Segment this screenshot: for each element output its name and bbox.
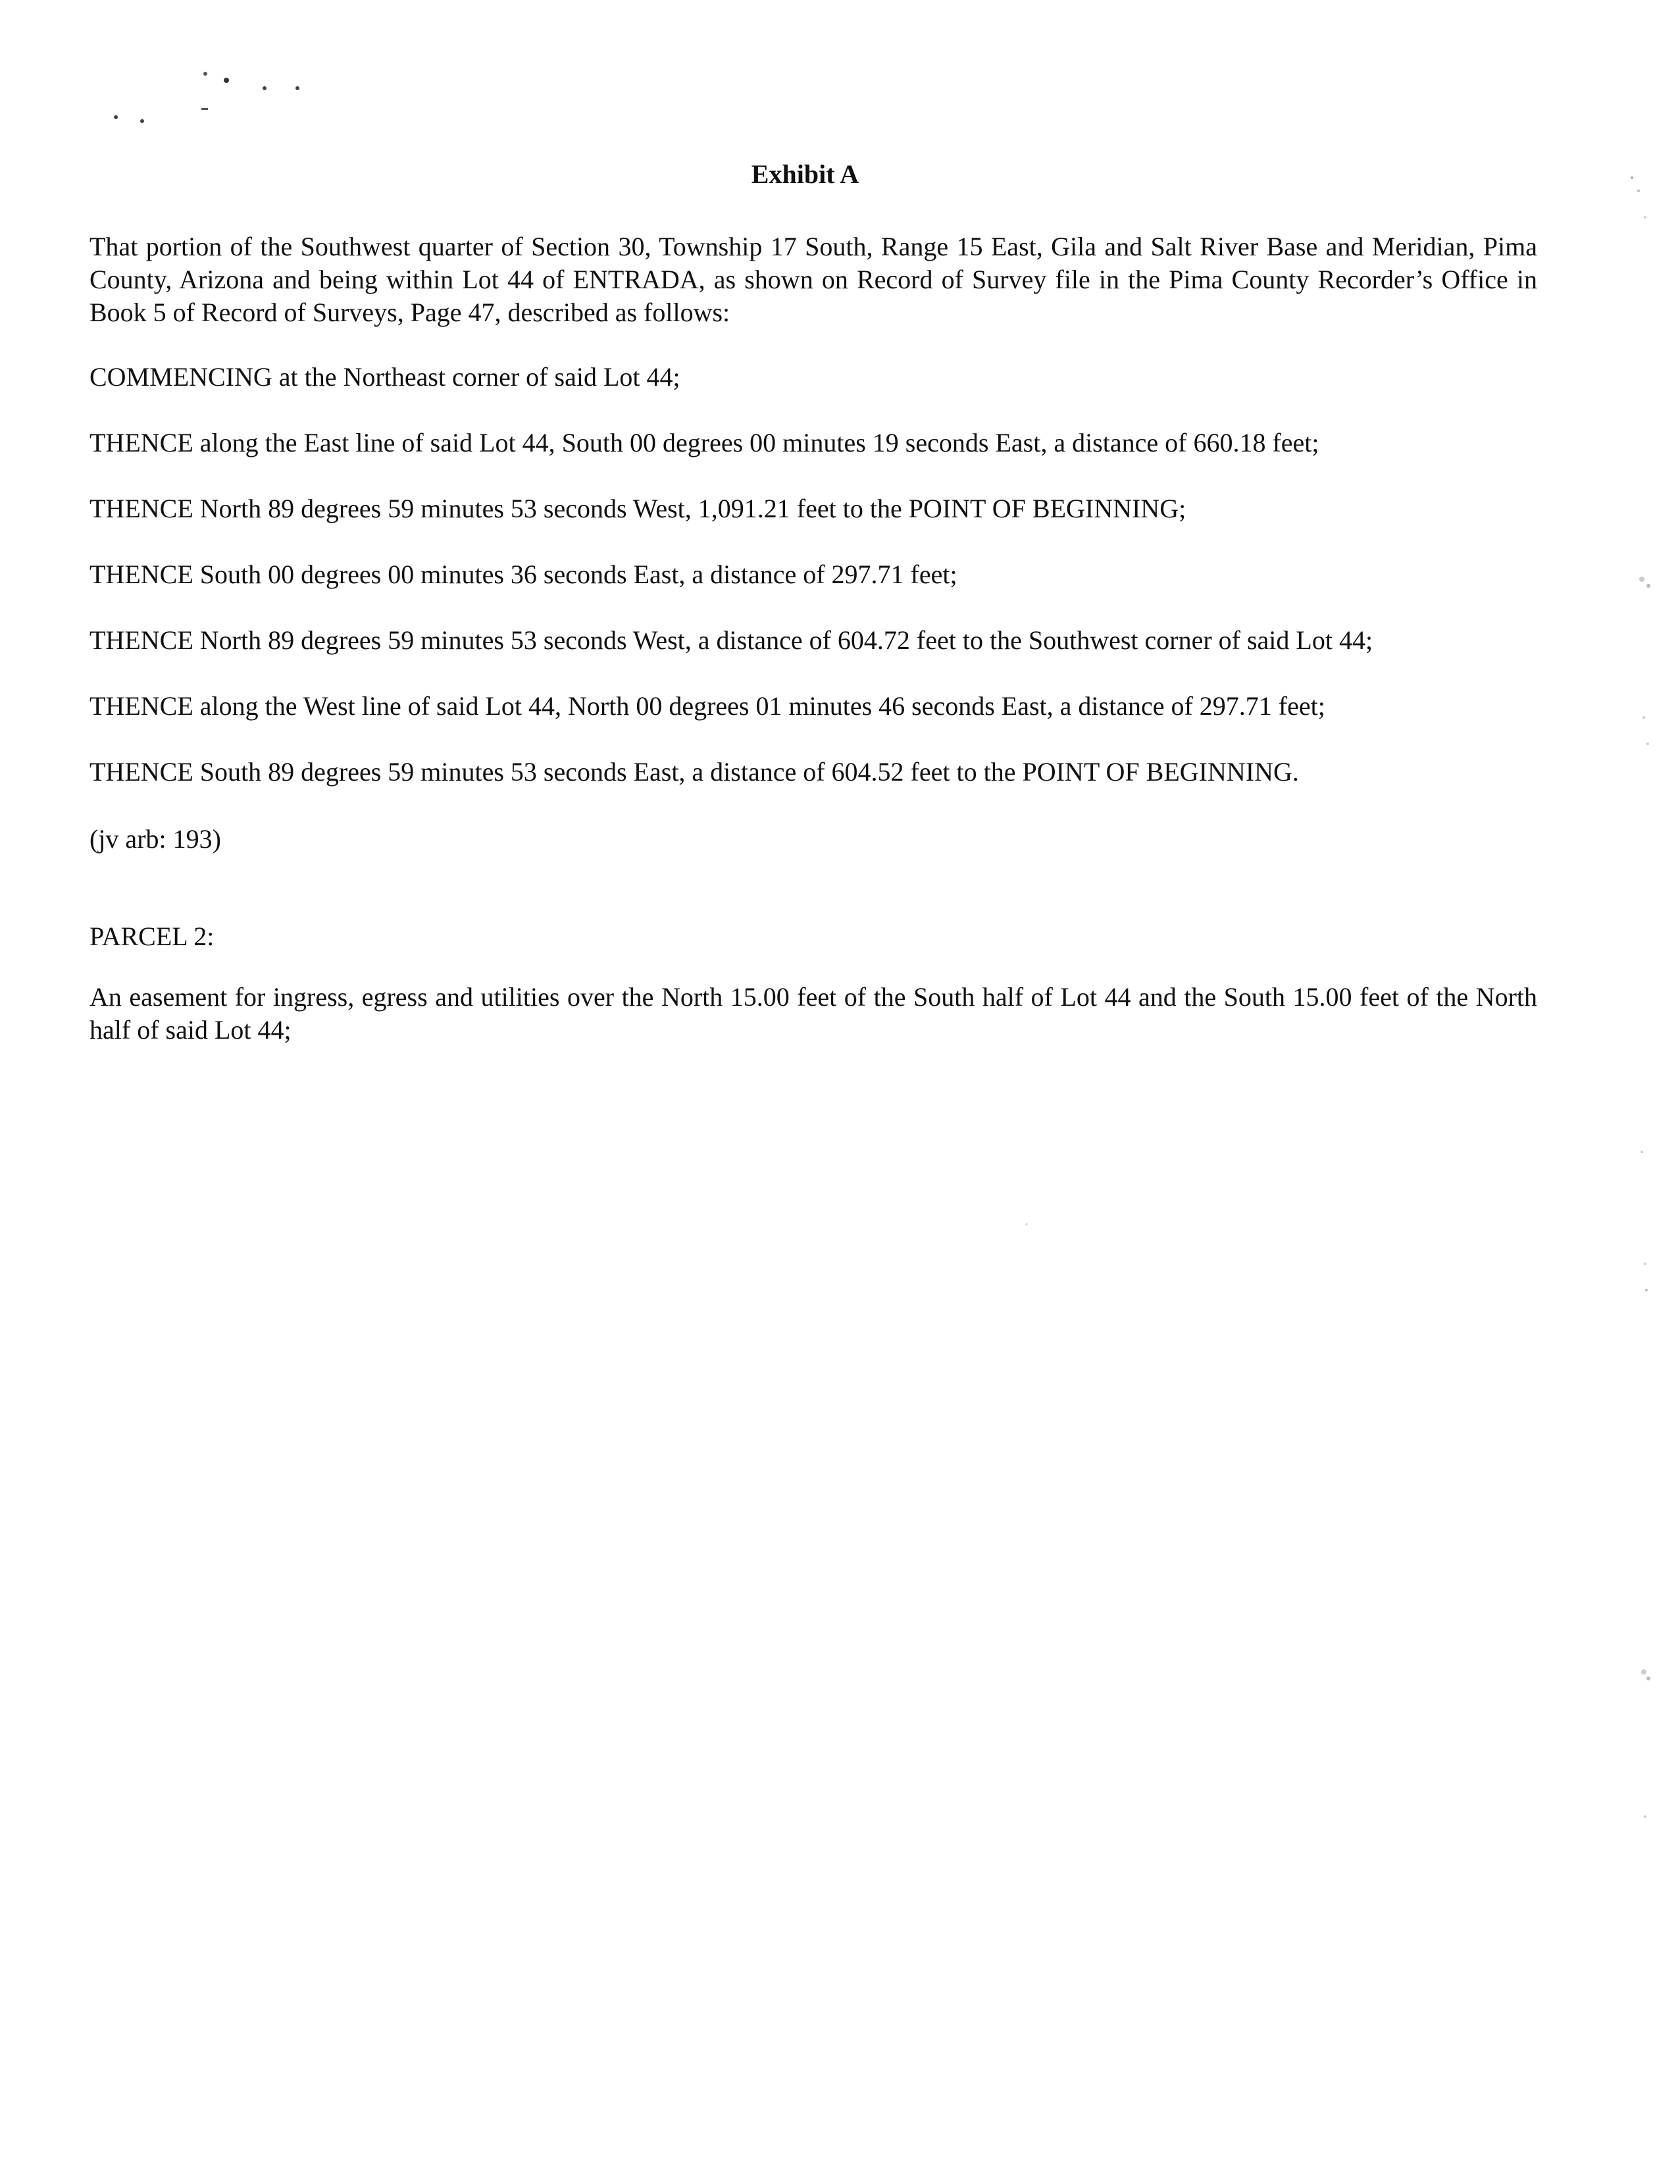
call-south: THENCE South 00 degrees 00 minutes 36 seconds East, a distance of 297.71 feet; xyxy=(89,559,957,589)
intro-paragraph: That portion of the Southwest quarter of Section 30, Township 17 South, Range 15 East, Gila and Salt River Base and Meridian, Pima County, Arizona and being within Lot 44 of ENTRADA, as shown on Record of Survey file in the Pima County Recorder’s Office in Book 5 of Record of Surveys, Page 47, described as follows: xyxy=(89,232,1537,327)
call-west: THENCE North 89 degrees 59 minutes 53 seconds West, a distance of 604.72 feet to the Southwest corner of said Lot 44; xyxy=(89,625,1373,655)
call-commencing: COMMENCING at the Northeast corner of said Lot 44; xyxy=(89,362,680,392)
reference-note: (jv arb: 193) xyxy=(89,824,221,854)
call-closing: THENCE South 89 degrees 59 minutes 53 seconds East, a distance of 604.52 feet to the POINT OF BEGINNING. xyxy=(89,757,1299,787)
exhibit-title: Exhibit A xyxy=(751,159,859,189)
parcel-2-heading: PARCEL 2: xyxy=(89,922,215,951)
call-east-line: THENCE along the East line of said Lot 44, South 00 degrees 00 minutes 19 seconds East, a distance of 660.18 feet; xyxy=(89,428,1319,457)
call-west-line: THENCE along the West line of said Lot 44, North 00 degrees 01 minutes 46 seconds East, a distance of 297.71 feet; xyxy=(89,691,1325,721)
parcel-2-easement: An easement for ingress, egress and utilities over the North 15.00 feet of the South half of Lot 44 and the South 15.00 feet of the North half of said Lot 44; xyxy=(89,982,1537,1045)
call-point-of-beginning: THENCE North 89 degrees 59 minutes 53 seconds West, 1,091.21 feet to the POINT OF BEGINNING; xyxy=(89,494,1186,523)
